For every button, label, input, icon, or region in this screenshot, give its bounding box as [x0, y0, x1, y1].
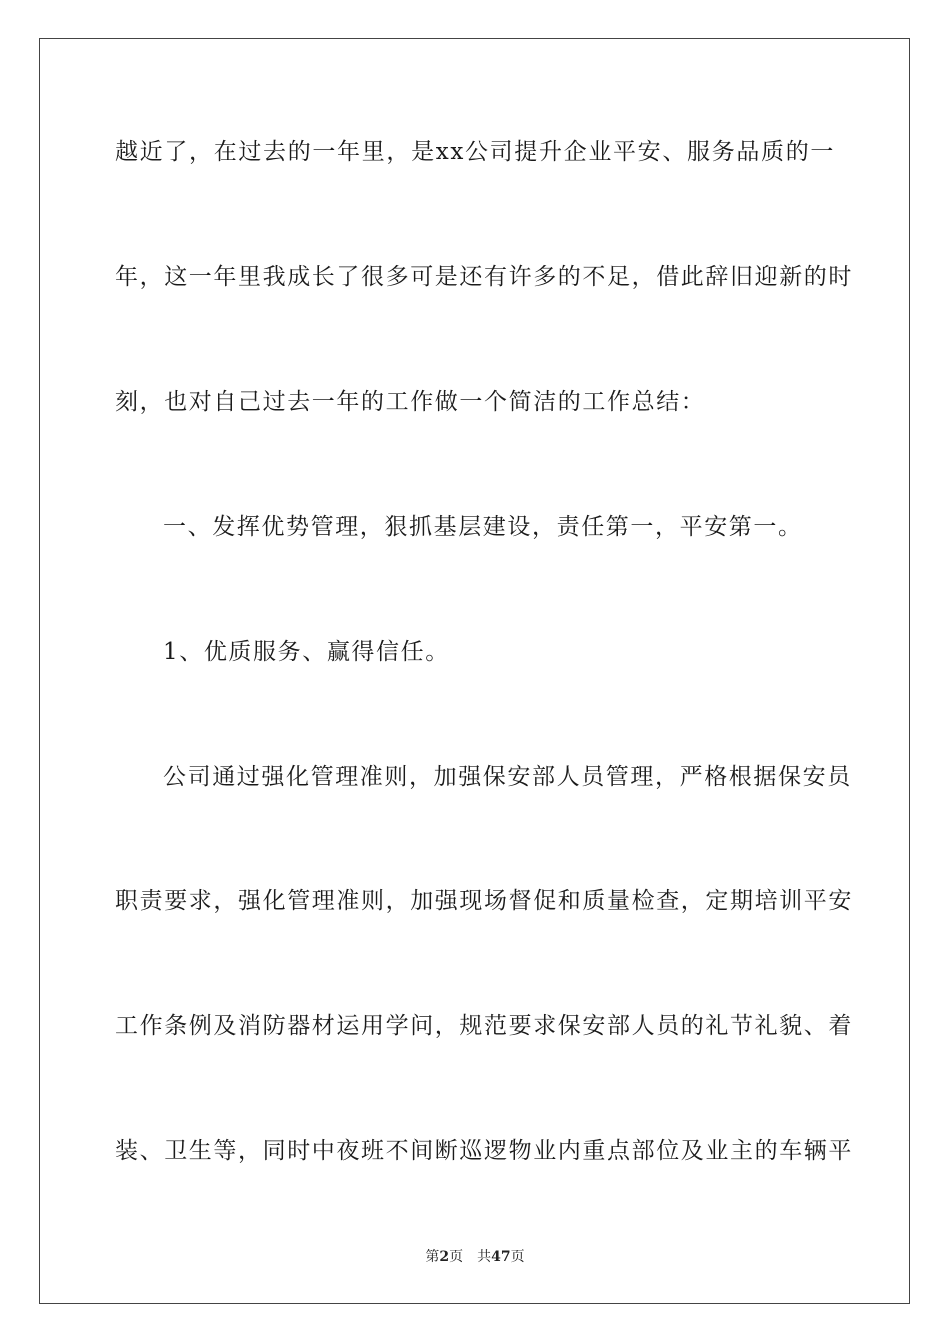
body-line-9: 装、卫生等，同时中夜班不间断巡逻物业内重点部位及业主的车辆平: [115, 1138, 853, 1164]
footer-page-suffix: 页: [449, 1249, 464, 1265]
footer-page-prefix: 第: [425, 1249, 440, 1265]
subsection-heading-1: 1、优质服务、赢得信任。: [163, 639, 450, 665]
body-line-2: 年，这一年里我成长了很多可是还有许多的不足，借此辞旧迎新的时: [115, 264, 853, 290]
footer-page-number: 2: [439, 1249, 450, 1265]
footer-total-prefix: 共: [477, 1249, 492, 1265]
footer-total-suffix: 页: [510, 1249, 525, 1265]
body-line-8: 工作条例及消防器材运用学问，规范要求保安部人员的礼节礼貌、着: [115, 1013, 853, 1039]
footer-total-pages: 47: [491, 1249, 511, 1265]
body-line-3: 刻，也对自己过去一年的工作做一个简洁的工作总结：: [115, 389, 706, 415]
page-footer: [0, 1248, 950, 1266]
body-line-1: 越近了，在过去的一年里，是xx公司提升企业平安、服务品质的一: [115, 139, 835, 165]
body-line-6: 公司通过强化管理准则，加强保安部人员管理，严格根据保安员: [163, 764, 852, 790]
page-frame: [39, 38, 910, 1304]
section-heading-1: 一、发挥优势管理，狠抓基层建设，责任第一，平安第一。: [163, 514, 803, 540]
body-line-7: 职责要求，强化管理准则，加强现场督促和质量检查，定期培训平安: [115, 888, 853, 914]
